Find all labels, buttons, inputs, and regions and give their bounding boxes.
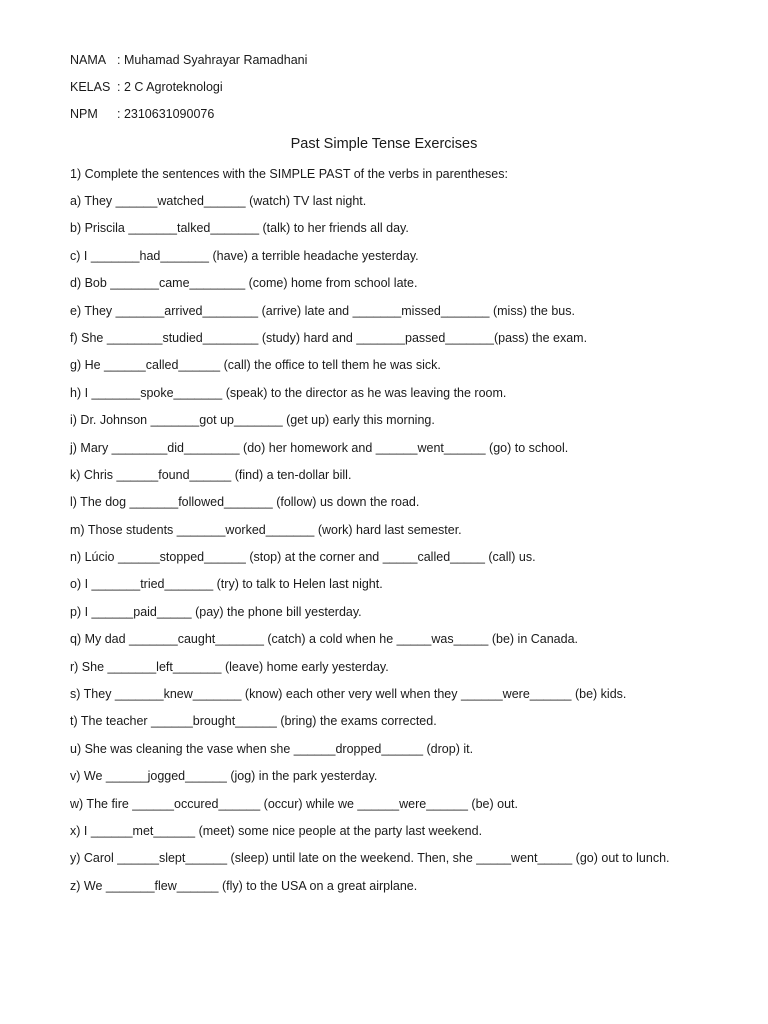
exercise-item-y: y) Carol ______slept______ (sleep) until late on the weekend. Then, she _____went_____ (go) out to lunch.: [70, 851, 670, 866]
exercise-item-h: h) I _______spoke_______ (speak) to the director as he was leaving the room.: [70, 385, 507, 400]
name-value: : Muhamad Syahrayar Ramadhani: [117, 53, 308, 67]
exercise-item-q: q) My dad _______caught_______ (catch) a cold when he _____was_____ (be) in Canada.: [70, 632, 579, 647]
exercise-item-j: j) Mary ________did________ (do) her homework and ______went______ (go) to school.: [70, 440, 569, 455]
exercise-item-m: m) Those students _______worked_______ (work) hard last semester.: [70, 522, 462, 537]
name-label: NAMA: [70, 53, 107, 67]
exercise-item-z: z) We _______flew______ (fly) to the USA on a great airplane.: [70, 878, 418, 893]
exercise-item-n: n) Lúcio ______stopped______ (stop) at the corner and _____called_____ (call) us.: [70, 550, 536, 565]
exercise-item-w: w) The fire ______occured______ (occur) while we ______were______ (be) out.: [70, 796, 518, 811]
npm-label: NPM: [70, 107, 98, 121]
exercise-item-c: c) I _______had_______ (have) a terrible headache yesterday.: [70, 248, 419, 263]
exercise-item-p: p) I ______paid_____ (pay) the phone bill yesterday.: [70, 604, 362, 619]
exercise-item-d: d) Bob _______came________ (come) home from school late.: [70, 276, 418, 291]
class-value: : 2 C Agroteknologi: [117, 80, 223, 94]
exercise-item-r: r) She _______left_______ (leave) home early yesterday.: [70, 659, 389, 674]
exercise-item-g: g) He ______called______ (call) the office to tell them he was sick.: [70, 358, 441, 373]
exercise-item-k: k) Chris ______found______ (find) a ten-dollar bill.: [70, 467, 352, 482]
exercise-item-b: b) Priscila _______talked_______ (talk) to her friends all day.: [70, 221, 409, 236]
page-title: Past Simple Tense Exercises: [290, 136, 478, 152]
exercise-item-i: i) Dr. Johnson _______got up_______ (get up) early this morning.: [70, 413, 435, 428]
exercise-item-o: o) I _______tried_______ (try) to talk to Helen last night.: [70, 577, 383, 592]
exercise-item-l: l) The dog _______followed_______ (follow) us down the road.: [70, 495, 420, 510]
exercise-item-t: t) The teacher ______brought______ (bring) the exams corrected.: [70, 714, 437, 729]
exercise-instruction: 1) Complete the sentences with the SIMPLE PAST of the verbs in parentheses:: [70, 167, 508, 181]
exercise-item-e: e) They _______arrived________ (arrive) late and _______missed_______ (miss) the bus.: [70, 303, 575, 318]
class-label: KELAS: [70, 80, 111, 94]
exercise-item-s: s) They _______knew_______ (know) each other very well when they ______were______ (be) kids.: [70, 687, 627, 702]
exercise-item-a: a) They ______watched______ (watch) TV last night.: [70, 194, 367, 208]
exercise-item-x: x) I ______met______ (meet) some nice people at the party last weekend.: [70, 823, 483, 838]
exercise-item-u: u) She was cleaning the vase when she ______dropped______ (drop) it.: [70, 741, 474, 756]
exercise-item-v: v) We ______jogged______ (jog) in the park yesterday.: [70, 769, 378, 784]
npm-value: : 2310631090076: [117, 107, 215, 121]
exercise-item-f: f) She ________studied________ (study) hard and _______passed_______(pass) the exam.: [70, 330, 588, 345]
exercise-list: [70, 193, 670, 905]
